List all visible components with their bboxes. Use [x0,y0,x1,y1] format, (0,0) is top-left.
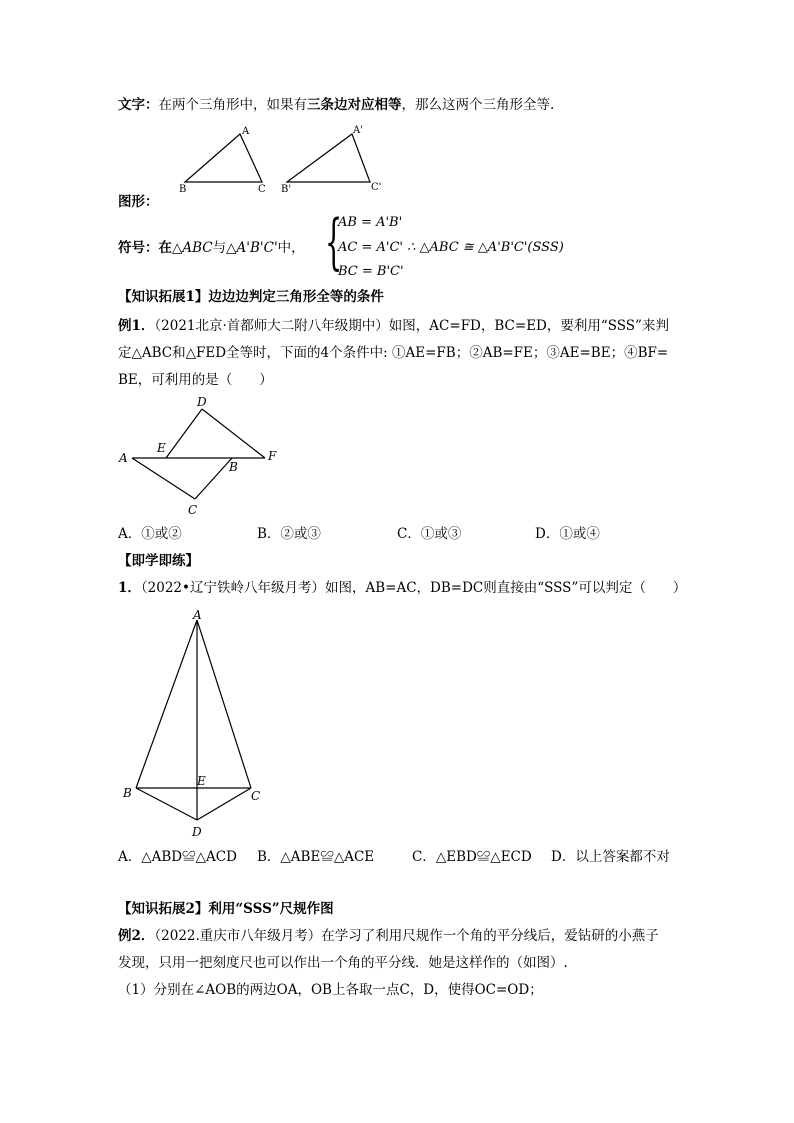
fig2-label-c: C [251,789,261,803]
example2-line-1 [118,926,659,946]
label-b: B [179,184,187,195]
sss-text-line [118,95,554,115]
label-a: A [242,126,250,137]
example2-line-2: 发现，只用一把刻度尺也可以作出一个角的平分线．她是这样作的（如图）. [118,955,568,971]
example1-line-1 [118,316,669,336]
example1-option-c[interactable]: C．①或③ [397,526,462,542]
example1-label: 例1． [118,318,155,334]
practice-option-d[interactable]: D．以上答案都不对 [551,849,670,865]
equation-1: AB = A'B' [338,215,403,230]
example2-line-3: （1）分别在∠AOB的两边OA，OB上各取一点C，D，使得OC=OD； [118,982,543,998]
fig2-label-b: B [123,786,132,800]
fig1-label-b: B [229,460,238,474]
triangle-abc [185,134,262,182]
practice-question [118,578,686,598]
symbol-with: 与 [212,240,227,256]
text-part-a: 在两个三角形中，如果有 [158,97,307,113]
equation-2-right: ∴ △ABC ≅ △A'B'C'(SSS) [407,240,564,255]
symbol-line [118,238,305,258]
practice-option-b[interactable]: B．△ABE≌△ACE [257,849,375,865]
fig1-label-d: D [197,395,207,409]
text-part-b: ，那么这两个三角形全等. [401,97,555,113]
example1-figure [115,392,295,520]
text-label: 文字： [118,97,159,113]
example1-option-d[interactable]: D．①或④ [535,526,600,542]
ext1-heading: 【知识拓展1】边边边判定三角形全等的条件 [118,289,384,305]
ext2-heading: 【知识拓展2】利用“SSS”尺规作图 [118,901,334,917]
text-bold-part: 三条边对应相等 [307,97,402,113]
example2-text-1: （2022.重庆市八年级月考）在学习了利用尺规作一个角的平分线后，爱钻研的小燕子 [154,928,659,944]
label-c: C [258,184,266,195]
symbol-triangle-2: △A'B'C' [226,240,278,256]
practice-q-text: （2022•辽宁铁岭八年级月考）如图，AB=AC，DB=DC则直接由“SSS”可以判定（ ） [140,580,687,596]
fig2-label-e: E [197,774,206,788]
label-a-prime: A' [353,125,363,136]
symbol-triangle-1: △ABC [172,240,213,256]
example1-line-2: 定△ABC和△FED全等时，下面的4个条件中: ①AE=FB；②AB=FE；③AE=BE；④BF= [118,345,669,361]
figure-label: 图形： [118,194,159,210]
label-b-prime: B' [281,184,292,195]
fig2-label-a: A [193,608,202,622]
sss-triangles-figure [170,122,400,197]
practice-option-c[interactable]: C．△EBD≌△ECD [412,849,532,865]
symbol-mid: 中， [277,240,305,256]
example2-label: 例2． [118,928,155,944]
practice-option-a[interactable]: A．△ABD≌△ACD [118,849,237,865]
practice-heading: 【即学即练】 [118,553,199,569]
label-c-prime: C' [371,182,382,193]
symbol-label: 符号：在 [118,240,172,256]
left-brace: { [325,207,343,277]
fig1-label-f: F [268,449,277,463]
fig1-label-a: A [119,451,128,465]
example1-option-a[interactable]: A．①或② [118,526,182,542]
equation-2-left: AC = A'C' [338,240,403,255]
practice-q-label: 1． [118,580,141,596]
practice-figure [115,604,275,844]
fig1-label-e: E [157,441,166,455]
equation-3: BC = B'C' [338,264,404,279]
fig1-label-c: C [188,503,198,517]
example1-text-1: （2021北京·首都师大二附八年级期中）如图，AC=FD，BC=ED，要利用“SSS”来判 [154,318,669,334]
example1-line-3: BE，可利用的是（ ） [118,372,273,388]
triangle-abc-prime [287,134,370,182]
example1-option-b[interactable]: B．②或③ [257,526,321,542]
fig2-label-d: D [192,825,202,839]
equation-2 [338,238,564,258]
